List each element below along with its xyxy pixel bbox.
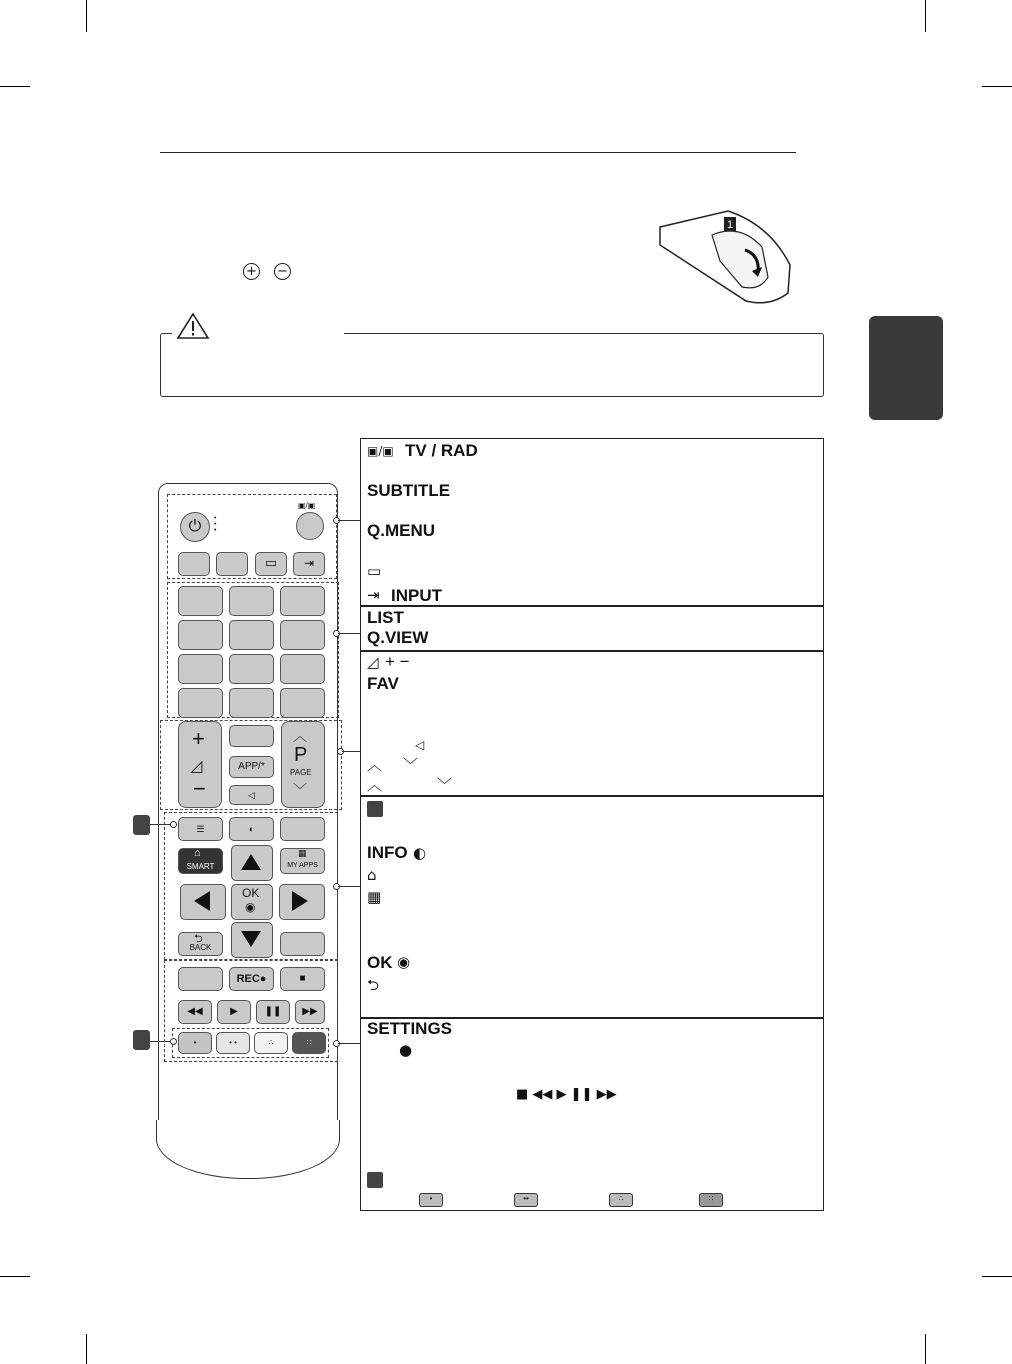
battery-cover-illustration [650, 205, 810, 315]
info-icon: ◐ [413, 844, 427, 862]
chevron-down-icon: ﹀ [293, 782, 307, 798]
number-key[interactable] [229, 688, 274, 718]
crop-mark [982, 1276, 1012, 1277]
number-key[interactable] [280, 654, 325, 684]
crop-mark [86, 0, 87, 32]
remote-bottom [156, 1120, 340, 1179]
leader-dot [170, 821, 177, 828]
back-icon: ⮌ [194, 933, 203, 945]
number-key[interactable] [178, 620, 223, 650]
green-key-icon: •• [514, 1193, 538, 1207]
home-icon: ⌂ [194, 847, 201, 859]
ratio-button[interactable]: ▭ [255, 552, 287, 576]
callout-marker [133, 815, 150, 835]
tv-rad-label: TV / RAD [405, 441, 478, 460]
tv-radio-icon: ▣/▣ [298, 501, 316, 510]
page-label: PAGE [290, 768, 312, 777]
leader-line [338, 1043, 360, 1044]
ok-label: OK [242, 886, 260, 900]
settings-button[interactable] [280, 817, 325, 841]
qview-button[interactable] [280, 688, 325, 718]
qmenu-button[interactable] [216, 552, 248, 576]
number-key[interactable] [229, 620, 274, 650]
crop-mark [925, 1334, 926, 1364]
grid-icon: ▦ [298, 848, 307, 858]
blue-key[interactable]: ∷ [292, 1032, 326, 1054]
up-arrow-icon [241, 854, 261, 870]
leader-line [338, 633, 360, 634]
mute-icon: ◁ [415, 738, 425, 752]
record-icon: ● [399, 1041, 413, 1059]
chevron-down-icon: ﹀ [437, 776, 453, 794]
rec-button[interactable]: REC● [229, 967, 274, 991]
right-arrow-icon [292, 891, 308, 911]
qmenu-label: Q.MENU [367, 521, 435, 540]
info-label: INFO [367, 843, 408, 862]
section-divider [361, 650, 823, 652]
qview-label: Q.VIEW [367, 628, 429, 647]
number-key[interactable] [229, 586, 274, 616]
red-key-icon: • [419, 1193, 443, 1207]
stop-button[interactable]: ■ [280, 967, 325, 991]
fav-button[interactable] [229, 725, 274, 747]
ratio-icon: ▭ [367, 562, 382, 580]
crop-mark [86, 1334, 87, 1364]
red-key[interactable]: • [178, 1032, 212, 1054]
subtitle-label: SUBTITLE [367, 481, 451, 500]
leader-dot [170, 1038, 177, 1045]
ok-icon: ◉ [397, 953, 411, 971]
callout-marker [133, 1030, 150, 1050]
indicator-dots: • • • [214, 515, 217, 534]
number-key[interactable] [280, 620, 325, 650]
down-arrow-icon [241, 931, 261, 947]
green-key[interactable]: • • [216, 1032, 250, 1054]
number-key[interactable] [178, 586, 223, 616]
yellow-key-icon: ∴ [609, 1193, 633, 1207]
app-button[interactable]: APP/* [229, 756, 274, 778]
grid-icon: ▦ [367, 888, 382, 906]
mute-button[interactable]: ◁ [229, 785, 274, 805]
chevron-up-icon: ︿ [293, 728, 307, 744]
header-rule [160, 152, 796, 153]
back-icon: ⮌ [367, 976, 380, 994]
subtitle-button[interactable] [178, 552, 210, 576]
number-key[interactable] [229, 654, 274, 684]
guide-button[interactable] [178, 967, 223, 991]
section-tab [869, 316, 943, 420]
volume-icon: ◿ [367, 653, 379, 671]
crop-mark [0, 1276, 30, 1277]
blue-key-icon: ∷ [699, 1193, 723, 1207]
yellow-key[interactable]: ∴ [254, 1032, 288, 1054]
list-button[interactable] [178, 688, 223, 718]
teletext-button[interactable]: ☰ [178, 817, 223, 841]
tv-radio-icon: ▣/▣ [367, 444, 394, 458]
program-p-label: P [294, 744, 308, 766]
warning-triangle-icon [176, 312, 210, 340]
crop-mark [982, 86, 1012, 87]
left-arrow-icon [194, 891, 210, 911]
settings-label: SETTINGS [367, 1019, 453, 1038]
my-apps-button[interactable]: MY APPS [280, 848, 325, 874]
rewind-button[interactable]: ◀◀ [178, 1000, 212, 1024]
input-button[interactable]: ⇥ [293, 552, 325, 576]
section-divider [361, 605, 823, 607]
play-button[interactable]: ▶ [217, 1000, 251, 1024]
info-button[interactable]: ◐ [229, 817, 274, 841]
minus-polarity-icon: − [274, 263, 291, 280]
plus-polarity-icon: + [243, 263, 260, 280]
number-key[interactable] [178, 654, 223, 684]
smart-button[interactable]: SMART [178, 848, 223, 874]
number-key[interactable] [280, 586, 325, 616]
ok-icon: ◉ [245, 900, 256, 914]
home-icon: ⌂ [367, 866, 377, 884]
volume-icon: ◿ [190, 758, 203, 775]
volume-plus-icon: + [192, 726, 205, 751]
leader-line [338, 520, 360, 521]
callout-marker [367, 801, 383, 817]
input-icon: ⇥ [367, 586, 380, 604]
crop-mark [925, 0, 926, 32]
tv-rad-button[interactable] [296, 512, 324, 540]
crop-mark [0, 86, 30, 87]
fav-label: FAV [367, 674, 399, 693]
chevron-down-icon: ﹀ [403, 756, 419, 774]
callout-marker [367, 1172, 383, 1188]
leader-line [338, 886, 360, 887]
ok-label: OK [367, 953, 393, 972]
chevron-up-icon: ︿ [367, 756, 383, 774]
pause-button[interactable]: ❚❚ [256, 1000, 290, 1024]
playback-icons: ■ ◀◀ ▶ ❚❚ ▶▶ [516, 1087, 617, 1102]
key-description-panel [360, 438, 824, 1211]
leader-line [342, 751, 360, 752]
volume-minus-icon: − [193, 776, 206, 801]
back-button[interactable]: BACK [178, 932, 223, 956]
volume-label: + − [385, 652, 410, 671]
caution-box [160, 333, 824, 397]
list-label: LIST [367, 608, 404, 627]
section-divider [361, 795, 823, 797]
exit-button[interactable] [280, 932, 325, 956]
power-button[interactable]: ⏻ [180, 512, 210, 542]
chevron-up-icon: ︿ [367, 776, 383, 794]
input-label: INPUT [391, 586, 442, 605]
step-badge: 1 [726, 219, 734, 231]
fast-forward-button[interactable]: ▶▶ [295, 1000, 325, 1024]
